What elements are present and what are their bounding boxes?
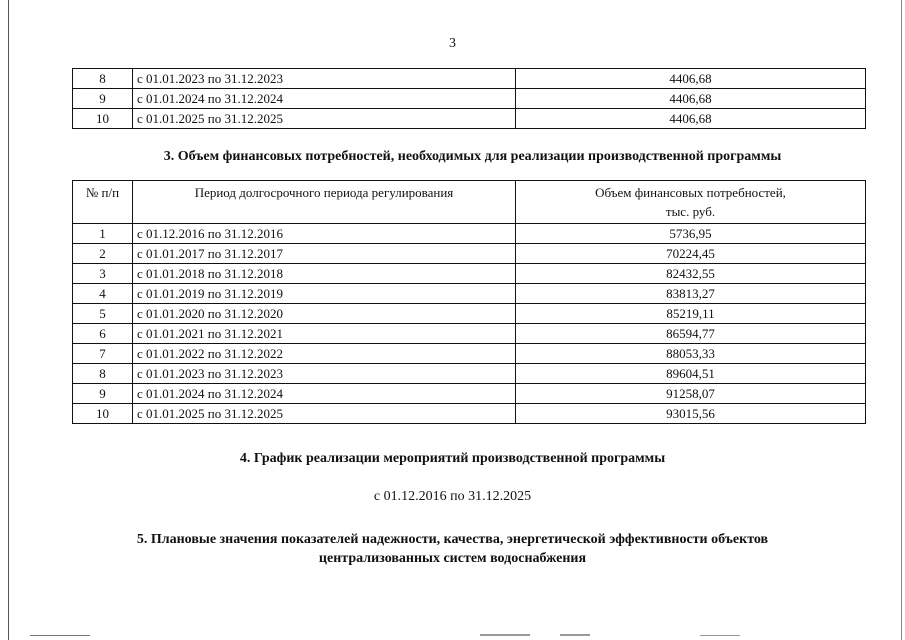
row-number: 5: [73, 304, 133, 324]
header-num: № п/п: [73, 181, 133, 224]
table-row: [73, 224, 866, 244]
row-number: 4: [73, 284, 133, 304]
header-value-line1: Объем финансовых потребностей,: [595, 185, 786, 200]
row-number: 10: [73, 404, 133, 424]
table-row: [73, 324, 866, 344]
table-row: [73, 284, 866, 304]
row-value: 4406,68: [516, 109, 866, 129]
row-value: 82432,55: [516, 264, 866, 284]
table-row: [73, 244, 866, 264]
row-number: 9: [73, 89, 133, 109]
table-row: [73, 304, 866, 324]
table-row: [73, 109, 866, 129]
section-5-heading-line1: 5. Плановые значения показателей надежности, качества, энергетической эффективности объектов: [136, 532, 769, 547]
row-value: 4406,68: [516, 89, 866, 109]
row-period: с 01.01.2021 по 31.12.2021: [133, 324, 516, 344]
row-period: с 01.01.2023 по 31.12.2023: [133, 69, 516, 89]
row-period: с 01.01.2025 по 31.12.2025: [133, 404, 516, 424]
header-value: [516, 181, 866, 224]
section-5-heading-line2: централизованных систем водоснабжения: [318, 551, 587, 566]
section-4-period: с 01.12.2016 по 31.12.2025: [373, 489, 532, 504]
row-period: с 01.01.2017 по 31.12.2017: [133, 244, 516, 264]
row-number: 2: [73, 244, 133, 264]
table-row: [73, 264, 866, 284]
row-number: 8: [73, 69, 133, 89]
continued-table: [72, 68, 866, 129]
row-period: с 01.01.2025 по 31.12.2025: [133, 109, 516, 129]
table-row: [73, 364, 866, 384]
section-3-heading: 3. Объем финансовых потребностей, необходимых для реализации производственной программы: [163, 149, 782, 164]
row-value: 88053,33: [516, 344, 866, 364]
row-number: 8: [73, 364, 133, 384]
row-value: 70224,45: [516, 244, 866, 264]
table-row: [73, 384, 866, 404]
row-value: 93015,56: [516, 404, 866, 424]
row-period: с 01.01.2020 по 31.12.2020: [133, 304, 516, 324]
row-number: 10: [73, 109, 133, 129]
row-period: с 01.12.2016 по 31.12.2016: [133, 224, 516, 244]
row-number: 3: [73, 264, 133, 284]
row-value: 5736,95: [516, 224, 866, 244]
row-value: 89604,51: [516, 364, 866, 384]
table-header-row: [73, 181, 866, 224]
table-row: [73, 89, 866, 109]
row-value: 83813,27: [516, 284, 866, 304]
row-value: 85219,11: [516, 304, 866, 324]
row-value: 4406,68: [516, 69, 866, 89]
row-period: с 01.01.2022 по 31.12.2022: [133, 344, 516, 364]
header-period: Период долгосрочного периода регулирования: [133, 181, 516, 224]
row-period: с 01.01.2018 по 31.12.2018: [133, 264, 516, 284]
table-row: [73, 69, 866, 89]
row-period: с 01.01.2024 по 31.12.2024: [133, 89, 516, 109]
financial-needs-table: [72, 180, 866, 424]
page-number: 3: [449, 36, 456, 51]
row-number: 9: [73, 384, 133, 404]
section-4-heading: 4. График реализации мероприятий производственной программы: [239, 451, 666, 466]
row-number: 7: [73, 344, 133, 364]
row-period: с 01.01.2023 по 31.12.2023: [133, 364, 516, 384]
row-value: 91258,07: [516, 384, 866, 404]
row-value: 86594,77: [516, 324, 866, 344]
scan-noise: [0, 634, 905, 637]
row-period: с 01.01.2024 по 31.12.2024: [133, 384, 516, 404]
header-value-line2: тыс. руб.: [665, 204, 716, 219]
section-5-heading: [0, 530, 905, 568]
row-number: 6: [73, 324, 133, 344]
table-row: [73, 344, 866, 364]
table-row: [73, 404, 866, 424]
row-number: 1: [73, 224, 133, 244]
row-period: с 01.01.2019 по 31.12.2019: [133, 284, 516, 304]
